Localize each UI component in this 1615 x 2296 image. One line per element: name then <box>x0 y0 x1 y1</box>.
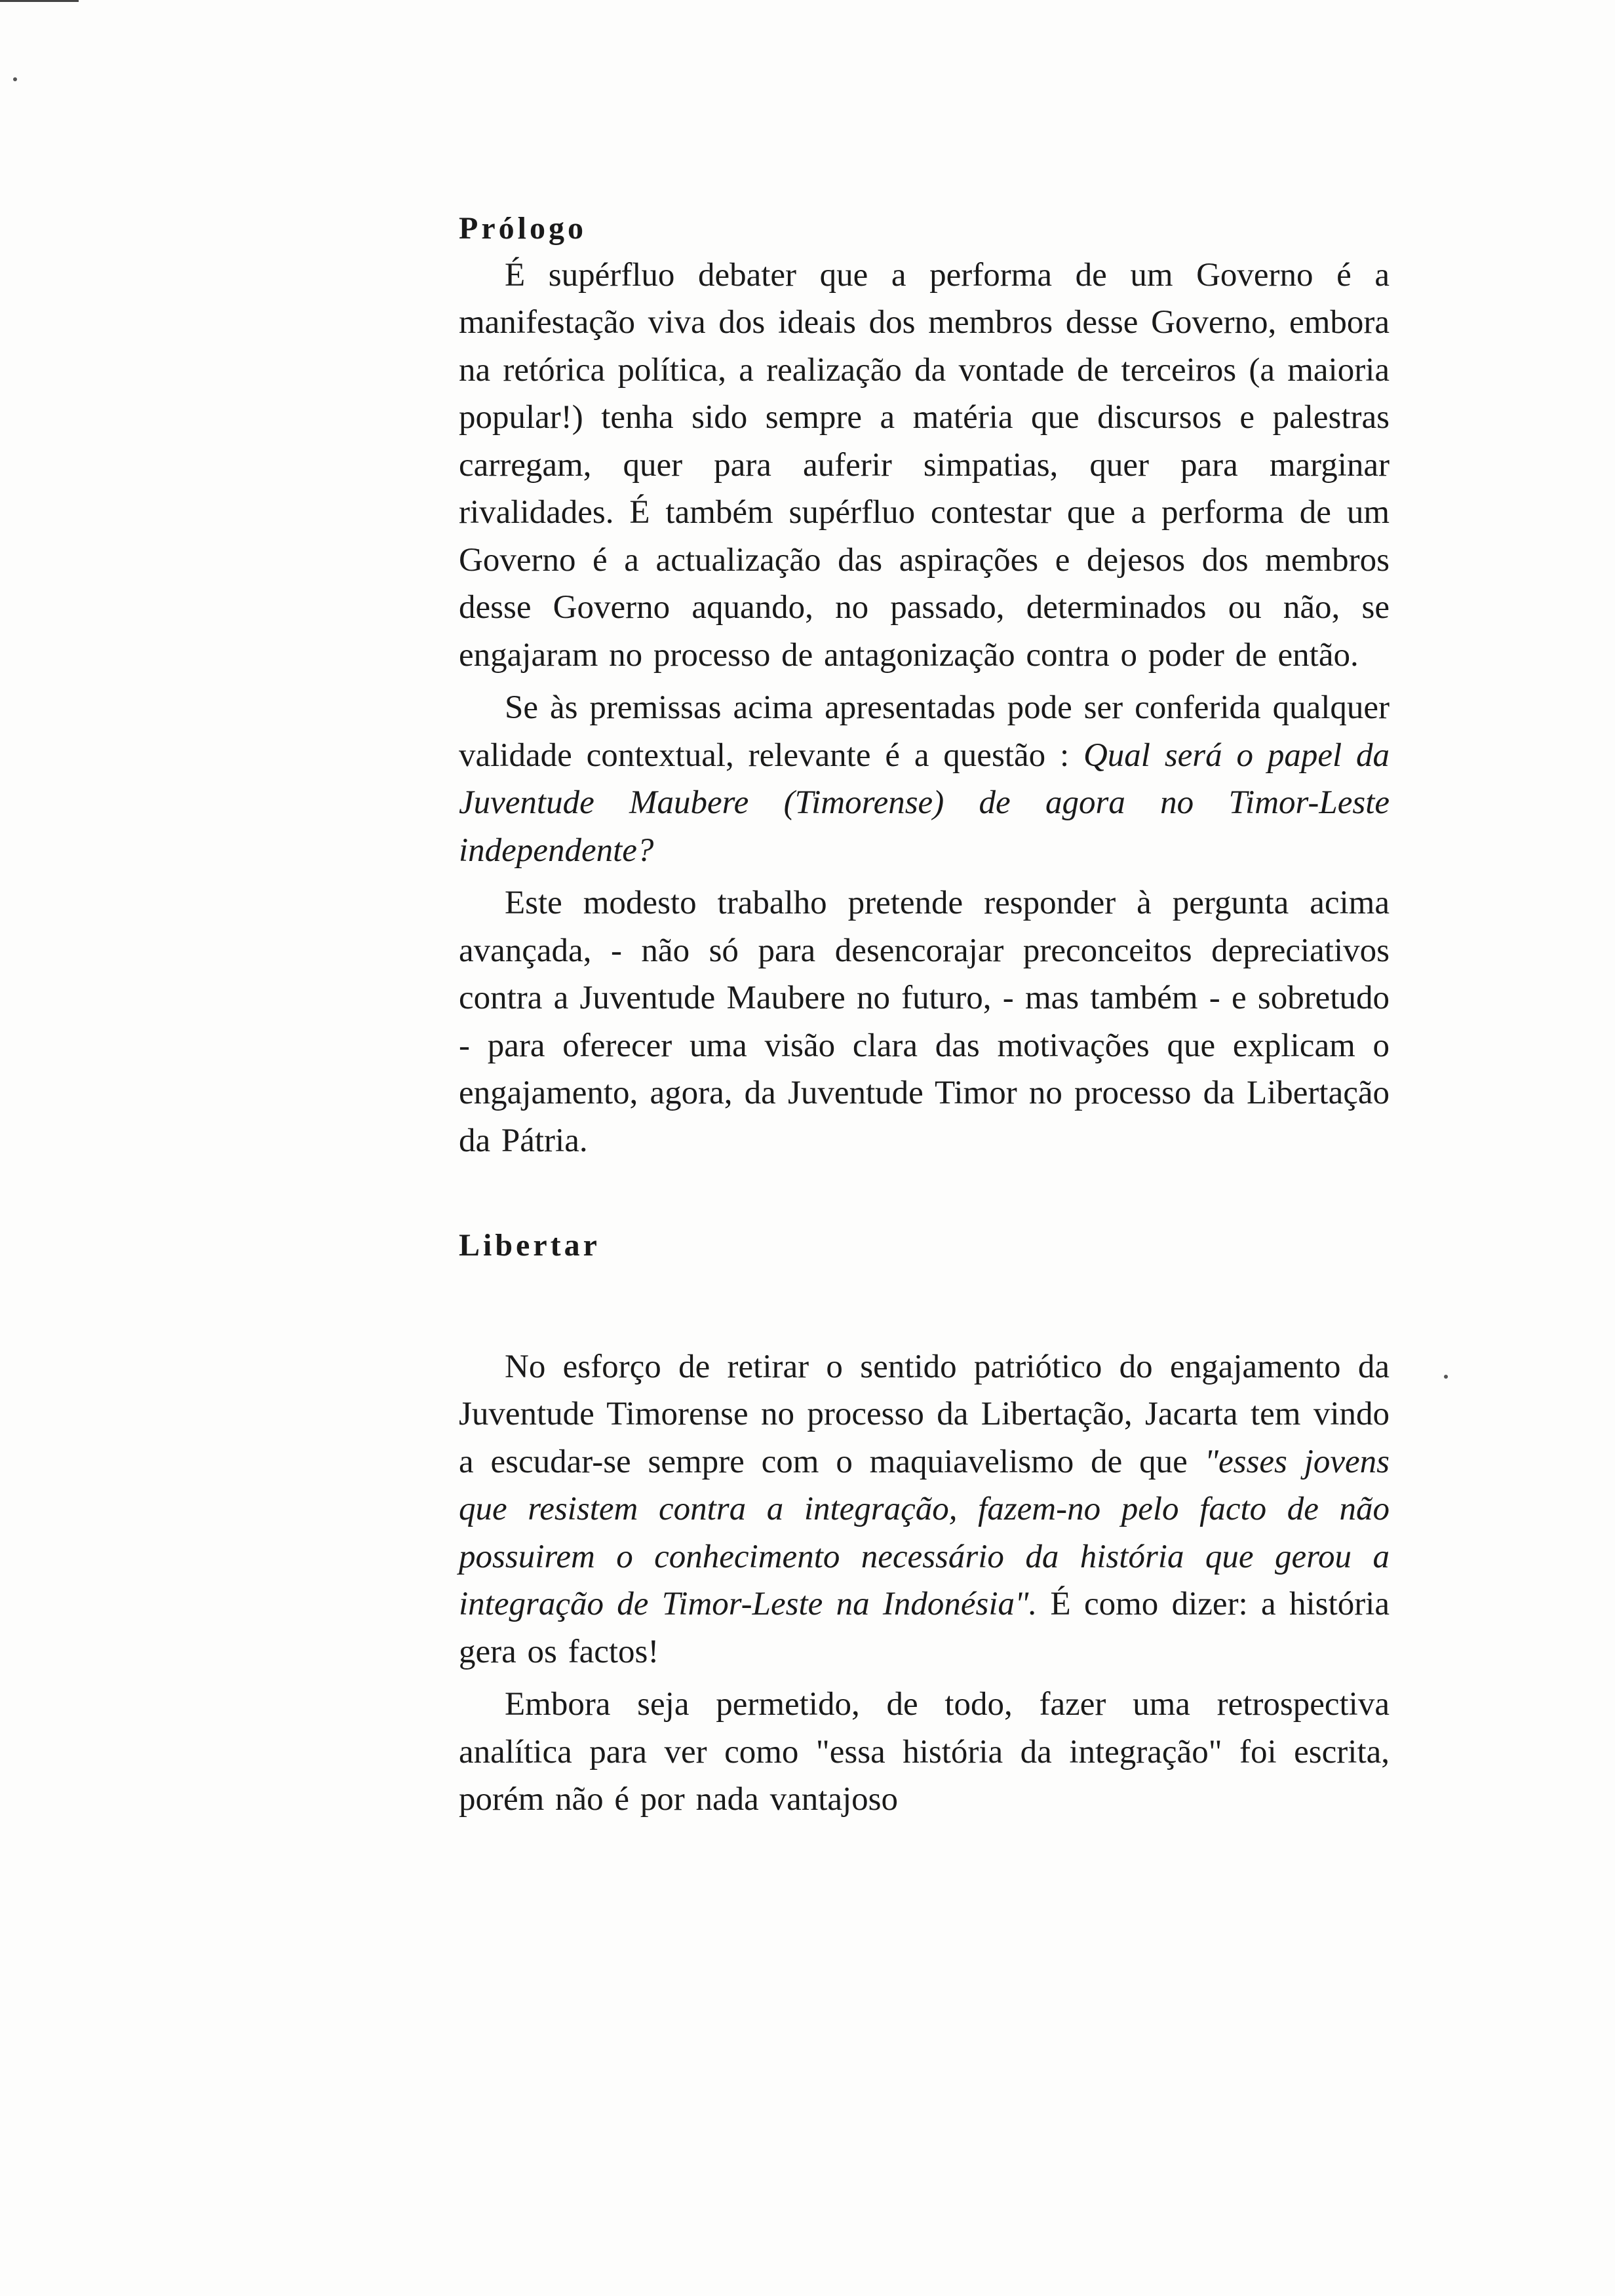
libertar-paragraph-1 <box>459 1343 1390 1676</box>
prologo-paragraph-2 <box>459 684 1390 874</box>
libertar-paragraph-1-end: É como dizer: a história gera os factos! <box>459 1586 1390 1670</box>
scan-speck <box>13 77 17 81</box>
heading-libertar: Libertar <box>459 1228 600 1263</box>
heading-prologo: Prólogo <box>459 211 587 246</box>
scan-edge-mark <box>0 0 79 2</box>
prologo-paragraph-2-text: Se às premissas acima apresentadas pode ser conferida qualquer validade contextual, relevante é a questão : <box>459 689 1390 774</box>
libertar-quote: "esses jovens que resistem contra a integração, fazem-no pelo facto de não possuirem o conhecimento necessário da história que gerou a integração de Timor-Leste na Indonésia". <box>459 1443 1390 1623</box>
libertar-paragraph-2: Embora seja permetido, de todo, fazer uma retrospectiva analítica para ver como "essa história da integração" foi escrita, porém não é por nada vantajoso <box>459 1686 1390 1818</box>
prologo-paragraph-3: Este modesto trabalho pretende responder à pergunta acima avançada, - não só para desencorajar preconceitos depreciativos contra a Juventude Maubere no futuro, - mas também - e sobretudo - para oferecer uma visão clara das motivações que explicam o engajamento, agora, da Juventude Timor no processo da Libertação da Pátria. <box>459 885 1390 1159</box>
prologo-question: Qual será o papel da Juventude Maubere (Timorense) de agora no Timor-Leste independente? <box>459 737 1390 869</box>
document-body <box>459 210 1390 1824</box>
prologo-paragraph-1: É supérfluo debater que a performa de um Governo é a manifestação viva dos ideais dos membros desse Governo, embora na retórica política, a realização da vontade de terceiros (a maioria popular!) tenha sido sempre a matéria que discursos e palestras carregam, quer para auferir simpatias, quer para marginar rivalidades. É também supérfluo contestar que a performa de um Governo é a actualização das aspirações e dejesos dos membros desse Governo aquando, no passado, determinados ou não, se engajaram no processo de antagonização contra o poder de então. <box>459 256 1390 674</box>
scan-speck <box>1444 1375 1448 1379</box>
libertar-paragraph-1-text: No esforço de retirar o sentido patriótico do engajamento da Juventude Timorense no processo da Libertação, Jacarta tem vindo a escudar-se sempre com o maquiavelismo de que <box>459 1348 1390 1480</box>
